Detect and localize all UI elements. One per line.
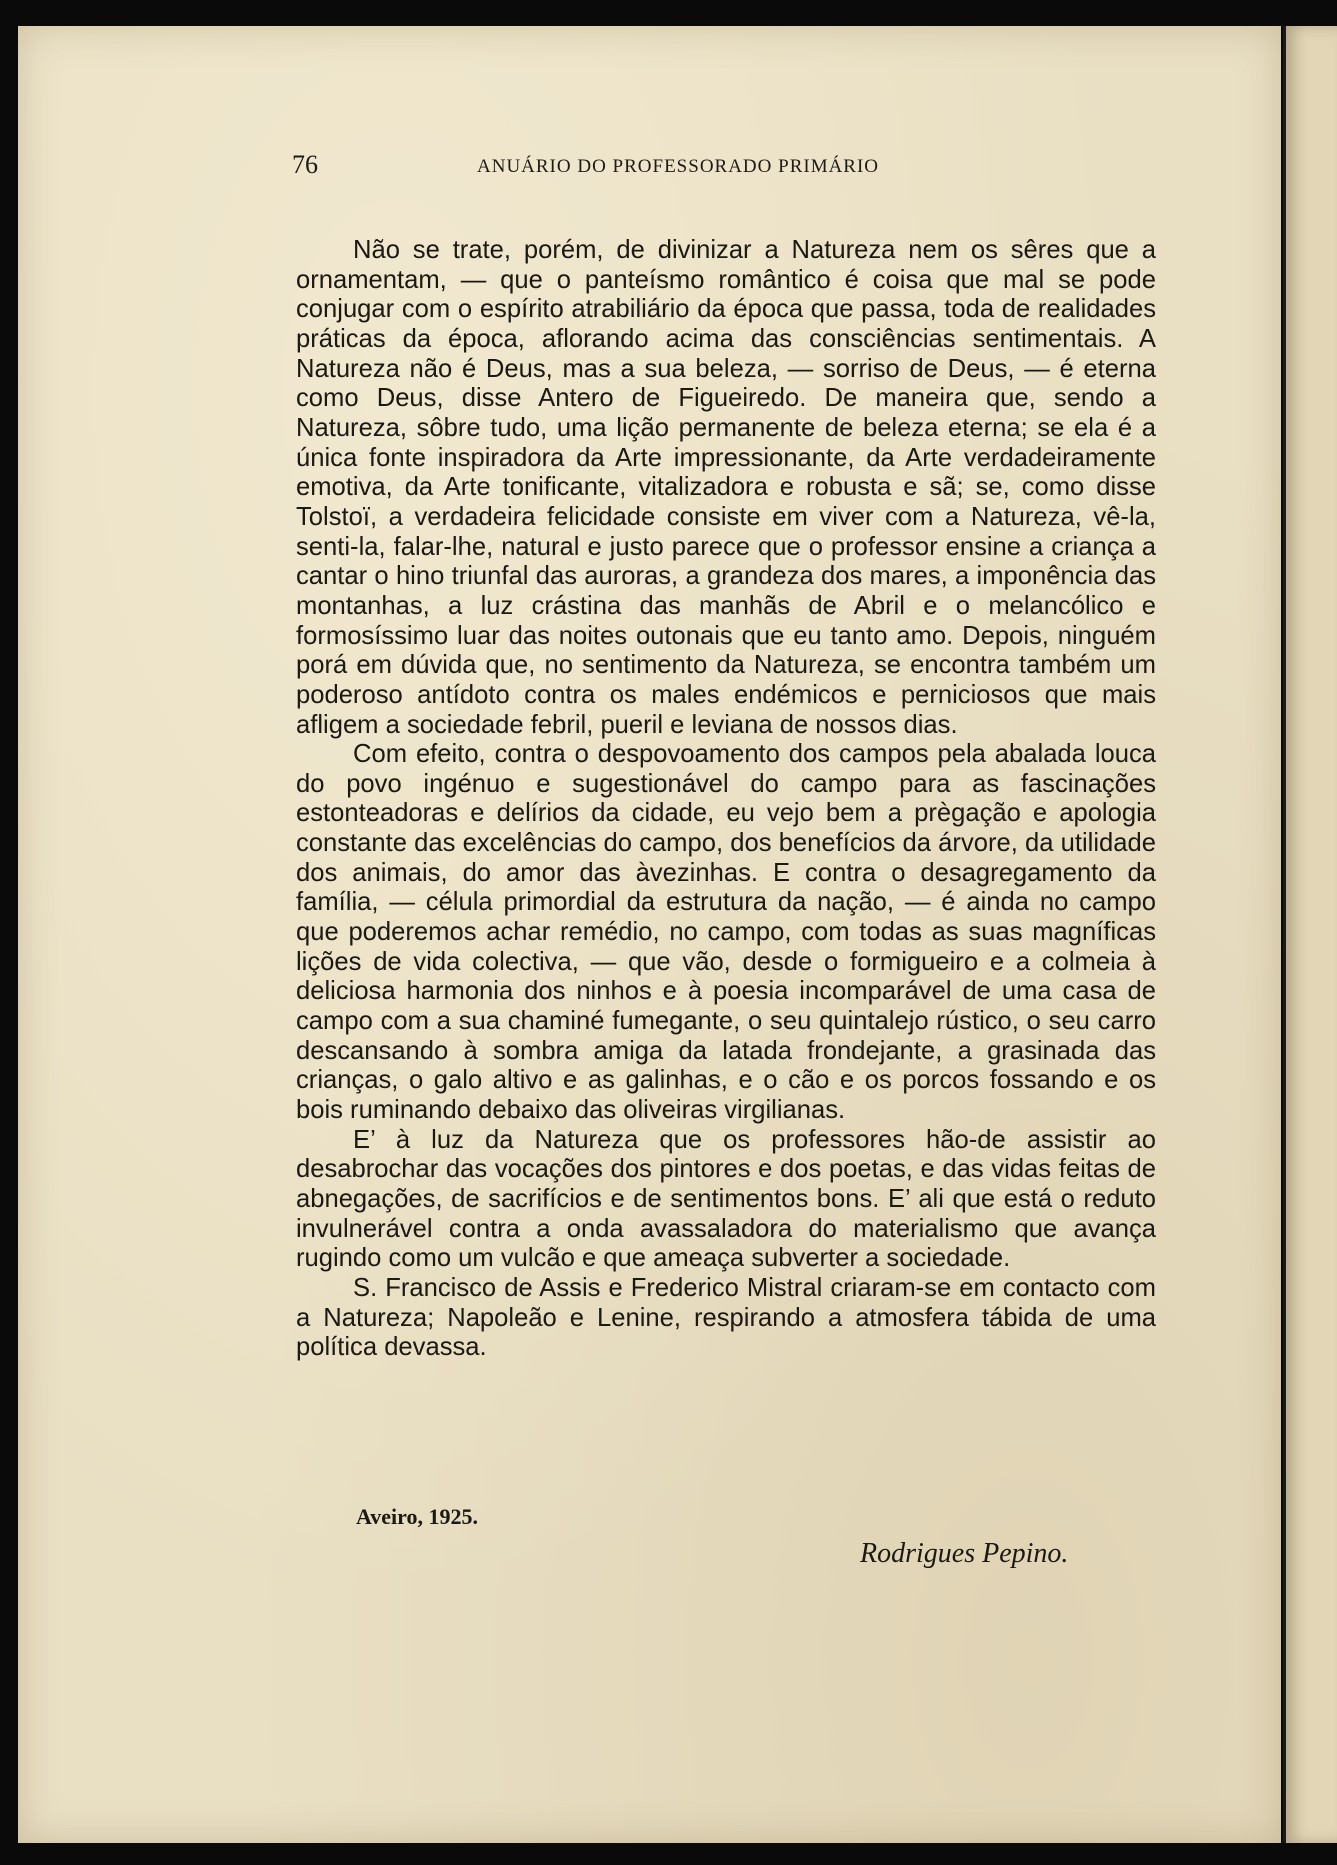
paragraph-1: Não se trate, porém, de divinizar a Natureza nem os sêres que a ornamentam, — que o panteísmo romântico é coisa que mal se pode conjugar com o espírito atrabiliário da época que passa, toda de realidades práticas da época, aflorando acima das consciências sentimentais. A Natureza não é Deus, mas a sua beleza, — sorriso de Deus, — é eterna como Deus, disse Antero de Figueiredo. De maneira que, sendo a Natureza, sôbre tudo, uma lição permanente de beleza eterna; se ela é a única fonte inspiradora da Arte impressionante, da Arte verdadeiramente emotiva, da Arte tonificante, vitalizadora e robusta e sã; se, como disse Tolstoï, a verdadeira felicidade consiste em viver com a Natureza, vê-la, senti-la, falar-lhe, natural e justo parece que o professor ensine a criança a cantar o hino triunfal das auroras, a grandeza dos mares, a imponência das montanhas, a luz crástina das manhãs de Abril e o melancólico e formosíssimo luar das noites outonais que eu tanto amo. Depois, ninguém porá em dúvida que, no sentimento da Natureza, se encontra também um poderoso antídoto contra os males endémicos e perniciosos que mais afligem a sociedade febril, pueril e leviana de nossos dias. bbox=[296, 236, 1156, 739]
paragraph-3: E’ à luz da Natureza que os professores hão-de assistir ao desabrochar das vocações dos pintores e dos poetas, e das vidas feitas de abnegações, de sacrifícios e de sentimentos bons. E’ ali que está o reduto invulnerável contra a onda avassaladora do materialismo que avança rugindo como um vulcão e que ameaça subverter a sociedade. bbox=[296, 1125, 1156, 1273]
page-header bbox=[292, 150, 972, 190]
body-text bbox=[296, 236, 1156, 1363]
page-number: 76 bbox=[292, 150, 318, 179]
paragraph-2: Com efeito, contra o despovoamento dos campos pela abalada louca do povo ingénuo e sugestionável do campo para as fascinações estonteadoras e delírios da cidade, eu vejo bem a prègação e apologia constante das excelências do campo, dos benefícios da árvore, da utilidade dos animais, do amor das àvezinhas. E contra o desagregamento da família, — célula primordial da estrutura da nação, — é ainda no campo que poderemos achar remédio, no campo, com todas as suas magníficas lições de vida colectiva, — que vão, desde o formigueiro e a colmeia à deliciosa harmonia dos ninhos e à poesia incomparável de uma casa de campo com a sua chaminé fumegante, o seu quintalejo rústico, o seu carro descansando à sombra amiga da latada frondejante, a grasinada das crianças, o galo altivo e as galinhas, e o cão e os porcos fossando e os bois ruminando debaixo das oliveiras virgilianas. bbox=[296, 740, 1156, 1125]
adjacent-page-edge bbox=[1283, 26, 1337, 1843]
running-head: ANUÁRIO DO PROFESSORADO PRIMÁRIO bbox=[477, 156, 880, 177]
author-signature: Rodrigues Pepino. bbox=[860, 1538, 1069, 1569]
paragraph-4: S. Francisco de Assis e Frederico Mistral criaram-se em contacto com a Natureza; Napoleão e Lenine, respirando a atmosfera tábida de uma política devassa. bbox=[296, 1273, 1156, 1362]
place-date: Aveiro, 1925. bbox=[356, 1504, 478, 1529]
